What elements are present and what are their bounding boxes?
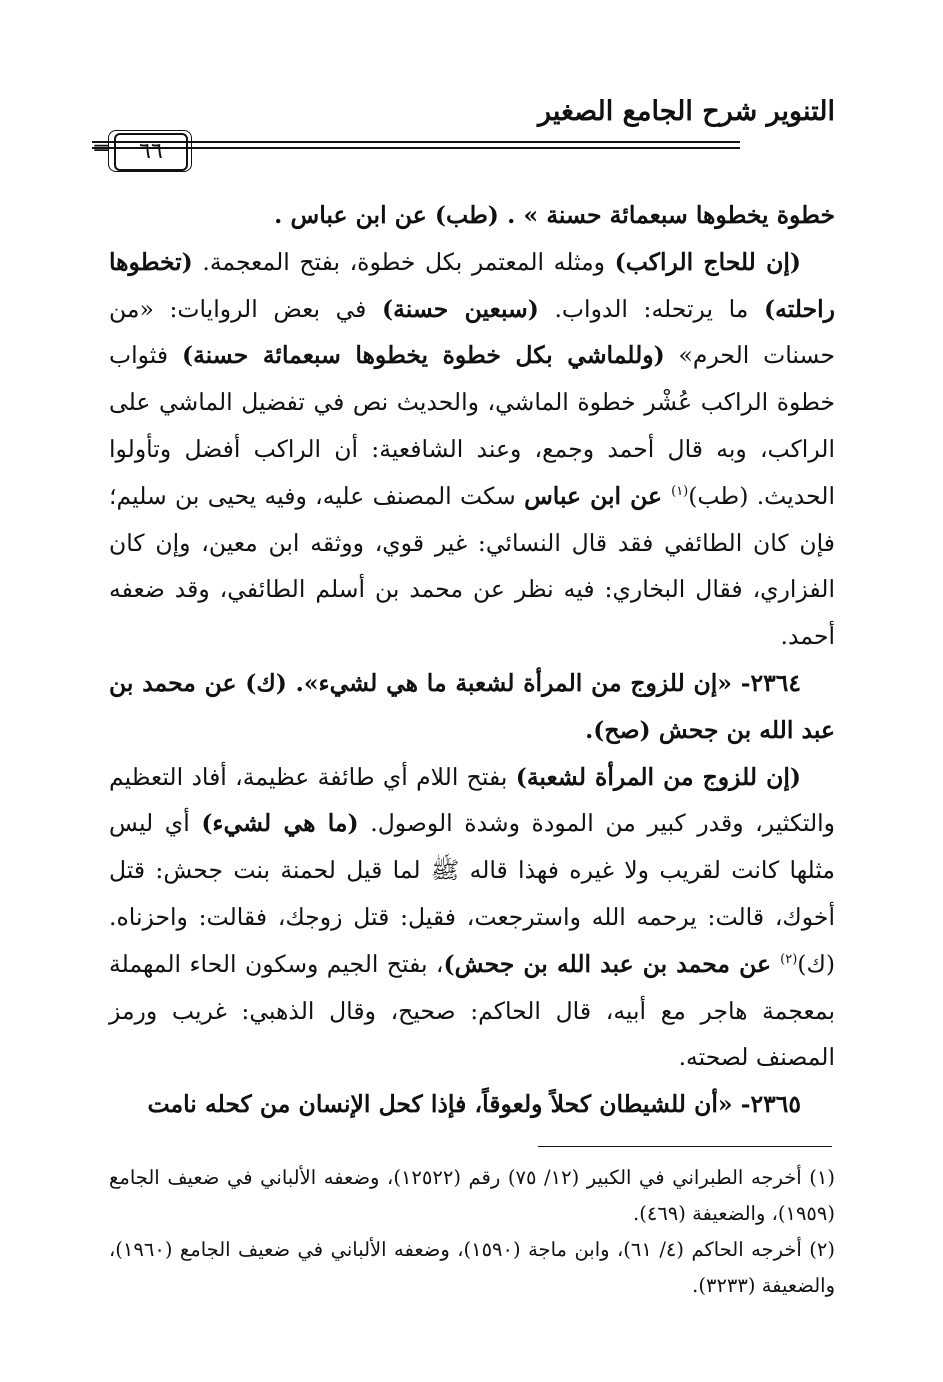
commentary-text: بفتح اللام أي طائفة عظيمة، أفاد التعظيم والتكثير، وقدر كبير من المودة وشدة الوصول. [109,762,836,838]
commentary-text: ما يرتحله: الدواب. [538,294,764,323]
commentary-text: أي ليس مثلها كانت لقريب ولا غيره فهذا قاله ﷺ لما قيل لحمنة بنت جحش: قتل أخوك، قالت: يرحمه الله واسترجعت، فقيل: قتل زوجك، فقالت: واحزناه. (ك) [109,809,835,978]
page-number: ٦٦ [114,133,188,171]
quoted-phrase: (إن للزوج من المرأة لشعبة) [515,762,801,791]
commentary-text: ومثله المعتمر بكل خطوة، بفتح المعجمة. [192,247,615,276]
commentary-text: في بعض الروايات: «من حسنات الحرم» [109,294,835,370]
footnote-ref-2[interactable]: (٢) [780,951,798,967]
main-text [109,192,835,1128]
quoted-phrase: (تخطوها راحلته) [109,247,835,323]
footnotes [109,1160,835,1304]
paragraph-4 [109,754,835,1082]
footnote-ref-1[interactable]: (١) [671,483,689,499]
commentary-text: ، بفتح الجيم وسكون الحاء المهملة بمعجمة هاجر مع أبيه، قال الحاكم: صحيح، وقال الذهبي: غريب ورمز المصنف لصحته. [109,949,835,1072]
hadith-2364: ٢٣٦٤- «إن للزوج من المرأة لشعبة ما هي لشيء». (ك) عن محمد بن عبد الله بن جحش (صح). [109,668,835,744]
quoted-phrase: (ما هي لشيء) [201,809,359,838]
paragraph-1 [109,192,835,239]
hadith-continuation: خطوة يخطوها سبعمائة حسنة » . (طب) عن ابن عباس . [274,201,835,229]
footnote-1: (١) أخرجه الطبراني في الكبير (١٢/ ٧٥) رقم (١٢٥٢٢)، وضعفه الألباني في ضعيف الجامع (١٩٥٩)، والضعيفة (٤٦٩). [109,1166,835,1225]
paragraph-5 [109,1081,835,1128]
commentary-text: فثواب خطوة الراكب عُشْر خطوة الماشي، والحديث نص في تفضيل الماشي على الراكب، وبه قال أحمد وجمع، وعند الشافعية: أن الراكب أفضل وتأولوا الحديث. (طب) [109,341,835,510]
commentary-text: سكت المصنف عليه، وفيه يحيى بن سليم؛ فإن كان الطائفي فقد قال النسائي: غير قوي، ووثقه ابن معين، وإن كان الفزاري، فقال البخاري: فيه نظر عن محمد بن أسلم الطائفي، وقد ضعفه أحمد. [109,481,835,651]
quoted-phrase: عن ابن عباس [524,481,672,510]
running-title: التنوير شرح الجامع الصغير [538,96,835,127]
header-rule-top [92,141,740,143]
footnote-2: (٢) أخرجه الحاكم (٤/ ٦١)، وابن ماجة (١٥٩٠)، وضعفه الألباني في ضعيف الجامع (١٩٦٠)، والضعيفة (٣٢٣٣). [109,1238,835,1297]
quoted-phrase: (سبعين حسنة) [382,294,539,323]
header-rule-bottom [92,147,740,149]
hadith-2365: ٢٣٦٥- «أن للشيطان كحلاً ولعوقاً، فإذا كحل الإنسان من كحله نامت [147,1090,801,1119]
quoted-phrase: عن محمد بن عبد الله بن جحش) [443,949,781,978]
quoted-phrase: (إن للحاج الراكب) [614,247,802,276]
header-rule [92,133,832,173]
quoted-phrase: (وللماشي بكل خطوة يخطوها سبعمائة حسنة) [181,341,665,370]
paragraph-2 [109,239,835,660]
paragraph-3 [109,660,835,754]
edge-mark: = [92,136,111,161]
footnote-separator [538,1146,832,1147]
